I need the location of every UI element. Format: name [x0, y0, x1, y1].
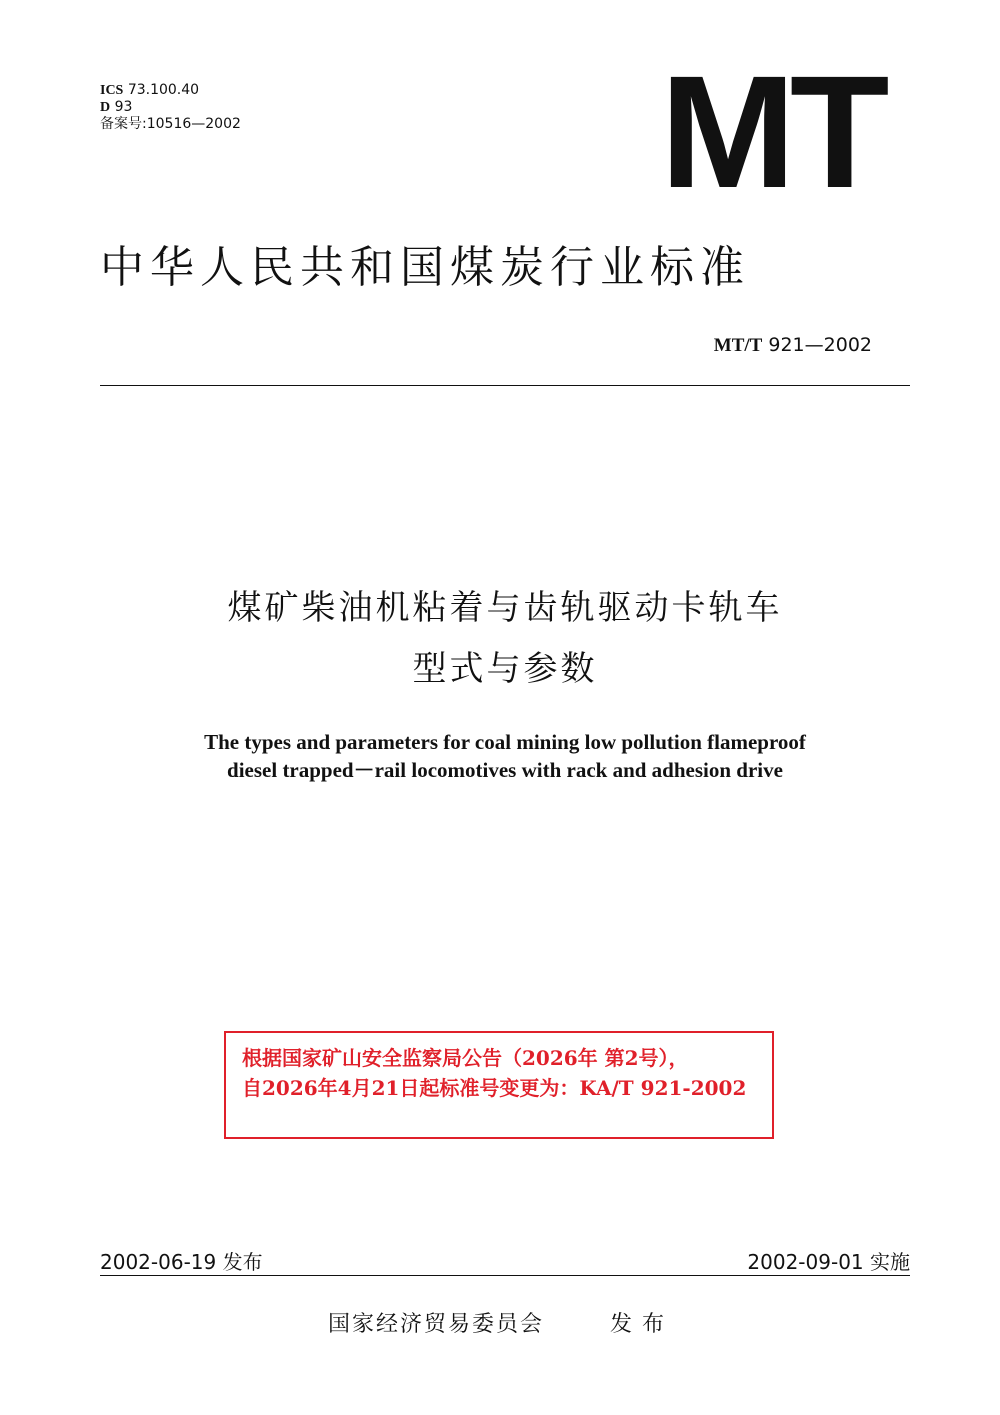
mt-logo: MT	[660, 42, 884, 221]
standard-number-value: 921—2002	[768, 334, 872, 356]
effective-date: 2002-09-01 实施	[747, 1250, 910, 1274]
bottom-divider	[100, 1275, 910, 1276]
standard-number	[714, 334, 872, 357]
issuing-authority: 国家经济贸易委员会	[328, 1312, 545, 1337]
standard-change-notice	[224, 1031, 774, 1139]
publish-date: 2002-06-19 发布	[100, 1250, 263, 1274]
ics-line	[100, 82, 241, 99]
chinese-title-line1: 煤矿柴油机粘着与齿轨驱动卡轨车	[227, 588, 783, 628]
chinese-title-line2: 型式与参数	[412, 649, 598, 689]
ccs-code: 93	[114, 99, 133, 115]
issued-label: 发布	[610, 1312, 675, 1337]
english-title-line2: diesel trapped－rail locomotives with rack and adhesion drive	[227, 758, 783, 782]
notice-line2: 自2026年4月21日起标准号变更为：KA/T 921-2002	[242, 1076, 747, 1100]
ics-label: ICS	[100, 83, 124, 98]
classification-block	[100, 82, 241, 133]
standard-category-title: 中华人民共和国煤炭行业标准	[100, 242, 750, 293]
ics-code: 73.100.40	[127, 82, 200, 98]
english-title-line1: The types and parameters for coal mining low pollution flameproof	[204, 730, 806, 754]
record-number: 备案号:10516—2002	[100, 116, 241, 132]
notice-line1: 根据国家矿山安全监察局公告（2026年 第2号），	[242, 1046, 689, 1070]
standard-number-prefix: MT/T	[713, 335, 763, 356]
top-divider	[100, 385, 910, 386]
ccs-label: D	[100, 100, 111, 115]
ccs-line	[100, 99, 241, 116]
